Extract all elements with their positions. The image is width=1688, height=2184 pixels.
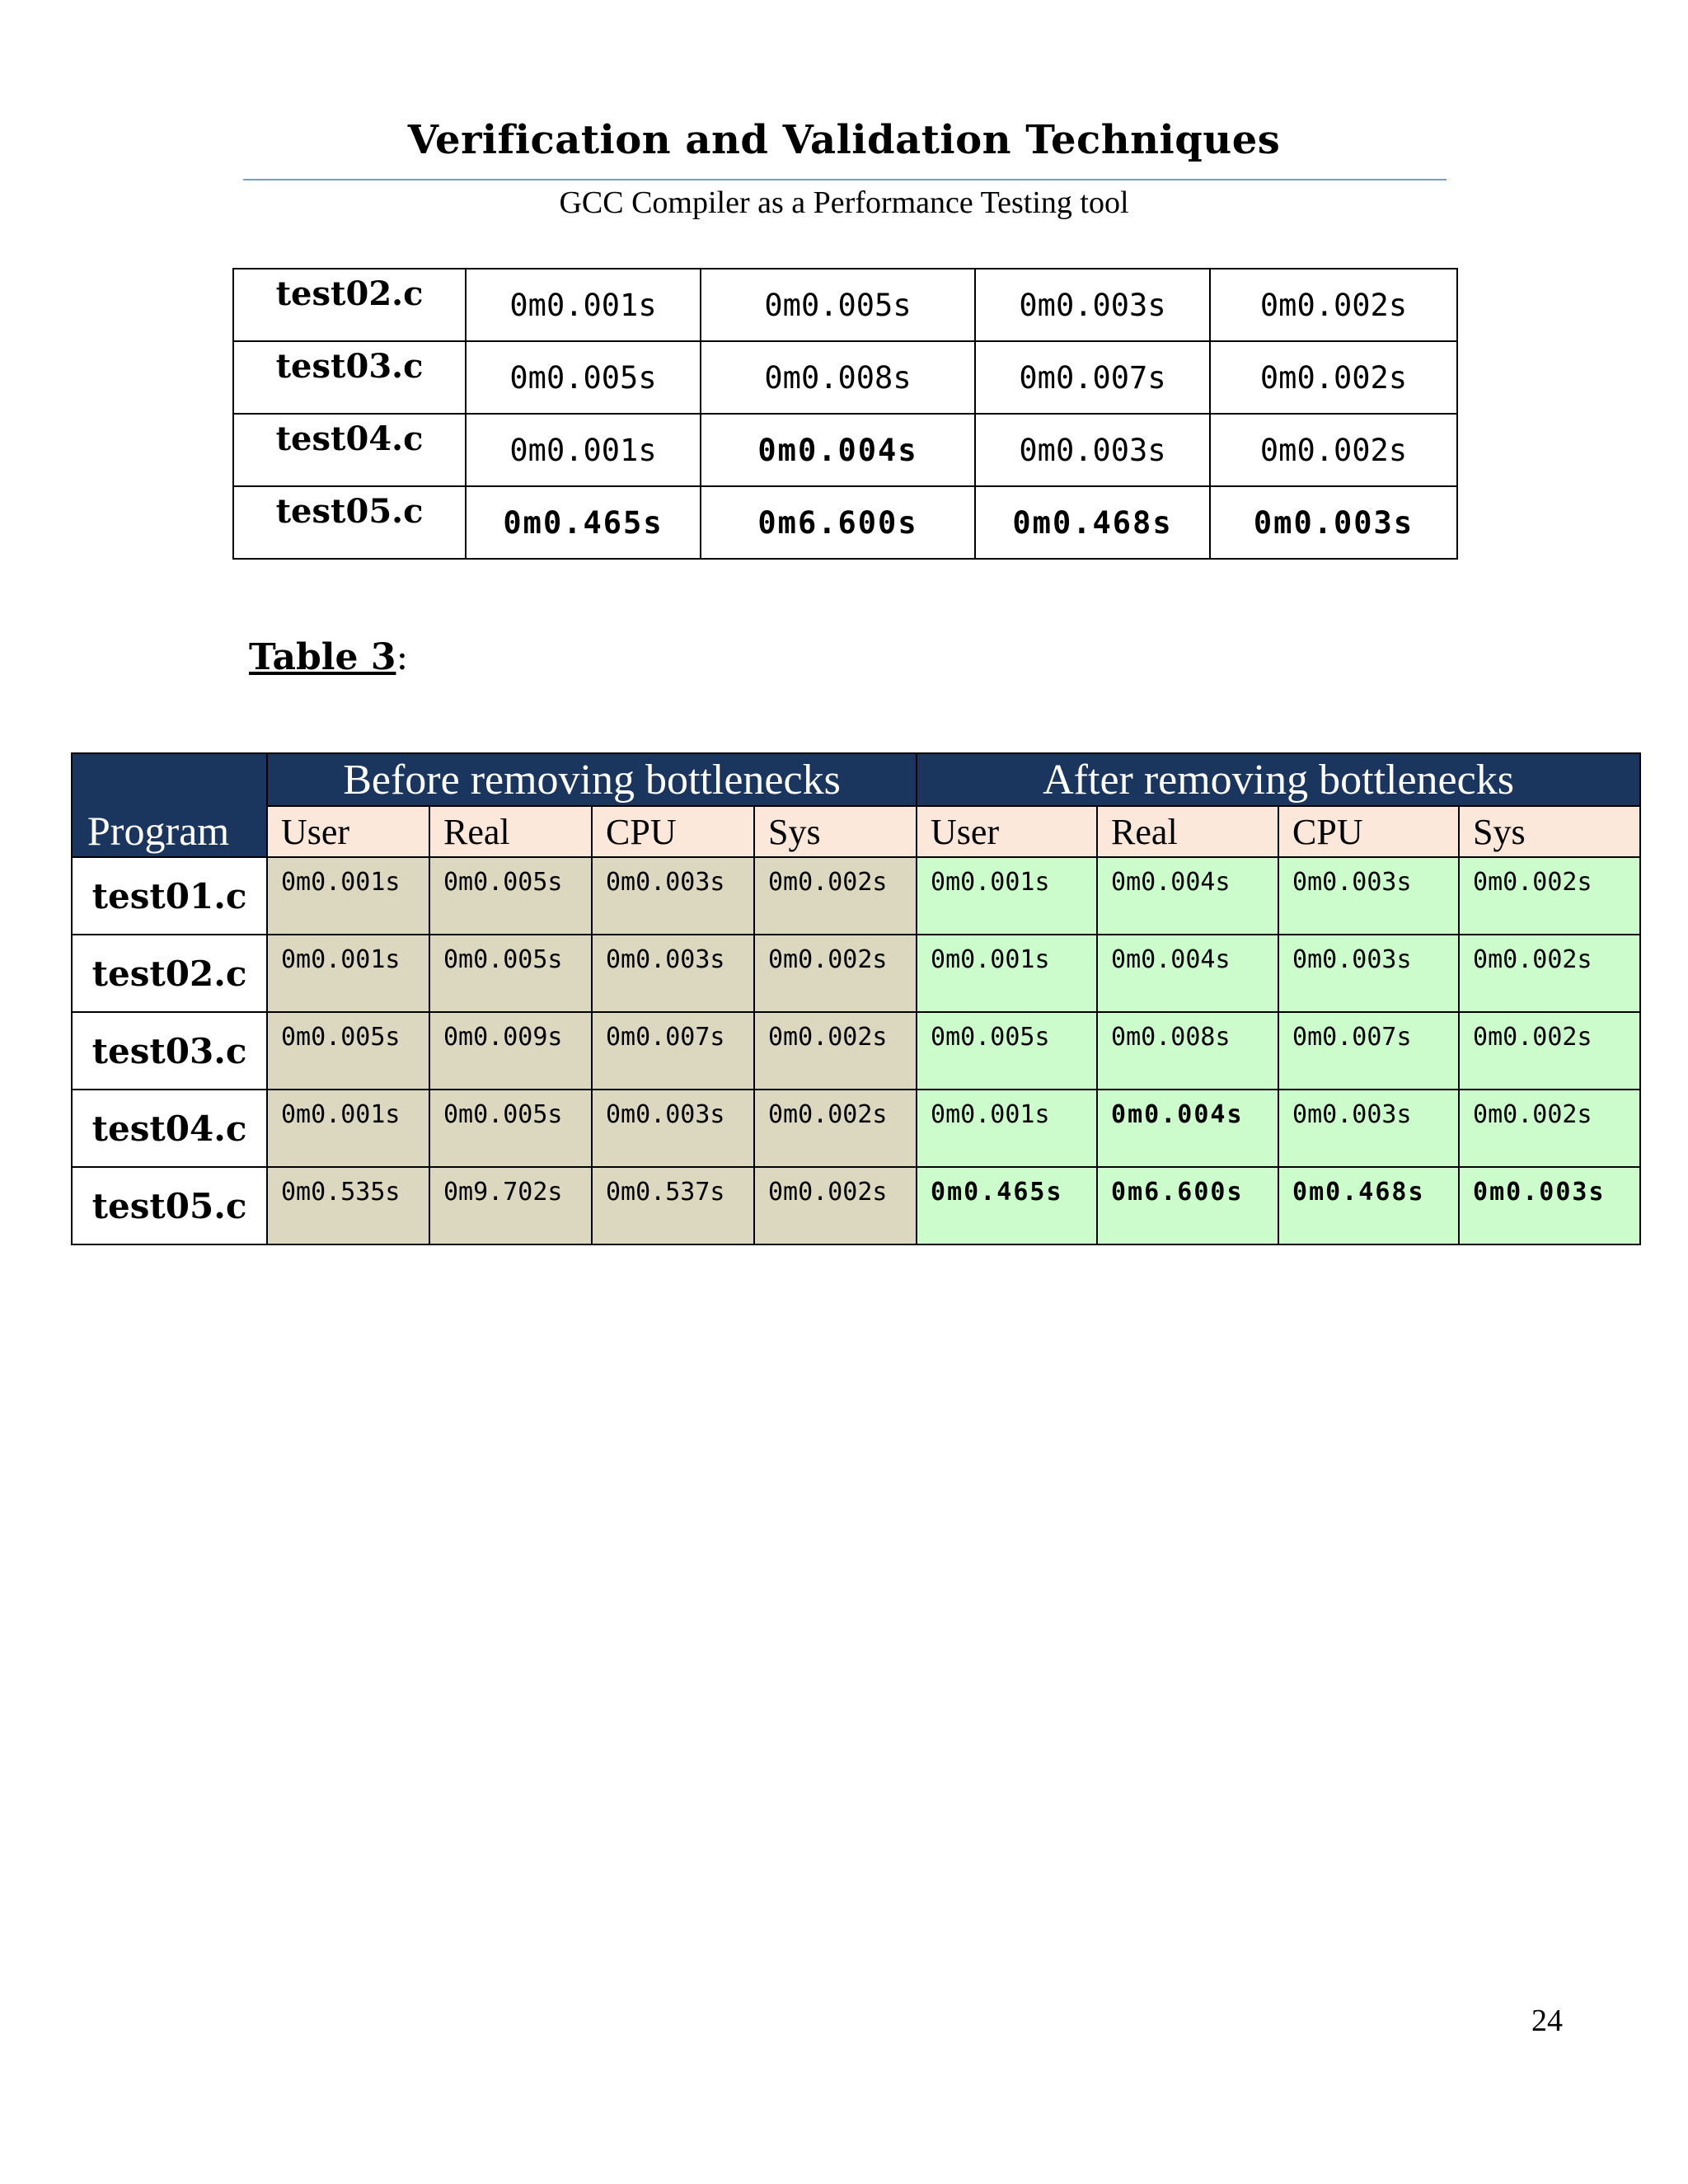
timing-cell: 0m0.002s xyxy=(1210,269,1457,341)
after-timing-cell: 0m0.004s xyxy=(1097,857,1278,935)
after-timing-cell: 0m0.003s xyxy=(1459,1167,1640,1244)
after-timing-cell: 0m0.008s xyxy=(1097,1012,1278,1090)
after-timing-cell: 0m0.002s xyxy=(1459,1012,1640,1090)
program-name-cell: test03.c xyxy=(72,1012,267,1090)
before-group-header: Before removing bottlenecks xyxy=(267,753,917,806)
table-row xyxy=(233,341,1457,414)
before-timing-cell: 0m0.009s xyxy=(429,1012,592,1090)
after-subheader-sys: Sys xyxy=(1459,806,1640,857)
after-timing-cell: 0m0.005s xyxy=(917,1012,1097,1090)
timing-cell: 0m0.007s xyxy=(975,341,1210,414)
after-timing-cell: 0m0.002s xyxy=(1459,935,1640,1012)
after-timing-cell: 0m0.003s xyxy=(1278,1090,1459,1167)
timing-cell: 0m0.468s xyxy=(975,486,1210,559)
before-timing-cell: 0m0.537s xyxy=(592,1167,754,1244)
program-name-cell: test01.c xyxy=(72,857,267,935)
after-timing-cell: 0m0.468s xyxy=(1278,1167,1459,1244)
before-subheader-cpu: CPU xyxy=(592,806,754,857)
timing-cell: 0m0.002s xyxy=(1210,414,1457,486)
table3-bottleneck-comparison xyxy=(71,752,1641,1245)
before-timing-cell: 0m0.002s xyxy=(754,1167,917,1244)
continued-table-body xyxy=(233,269,1457,559)
program-name-cell: test05.c xyxy=(233,486,466,559)
before-timing-cell: 0m0.005s xyxy=(429,1090,592,1167)
before-subheader-real: Real xyxy=(429,806,592,857)
after-subheader-user: User xyxy=(917,806,1097,857)
after-group-header: After removing bottlenecks xyxy=(917,753,1640,806)
after-timing-cell: 0m0.001s xyxy=(917,857,1097,935)
timing-cell: 0m0.005s xyxy=(466,341,701,414)
table-row xyxy=(72,1167,1640,1244)
after-timing-cell: 0m0.004s xyxy=(1097,1090,1278,1167)
page-title: Verification and Validation Techniques xyxy=(407,117,1281,163)
before-timing-cell: 0m0.005s xyxy=(429,857,592,935)
table-row xyxy=(72,935,1640,1012)
before-subheader-user: User xyxy=(267,806,429,857)
timing-cell: 0m0.003s xyxy=(975,414,1210,486)
program-name-cell: test02.c xyxy=(72,935,267,1012)
timing-cell: 0m0.001s xyxy=(466,414,701,486)
after-timing-cell: 0m0.003s xyxy=(1278,935,1459,1012)
timing-cell: 0m0.004s xyxy=(701,414,975,486)
before-timing-cell: 0m0.002s xyxy=(754,857,917,935)
before-timing-cell: 0m0.005s xyxy=(267,1012,429,1090)
program-name-cell: test04.c xyxy=(233,414,466,486)
table-row xyxy=(233,269,1457,341)
timing-cell: 0m0.008s xyxy=(701,341,975,414)
subheader-row xyxy=(72,806,1640,857)
table3-caption-label: Table 3 xyxy=(249,636,396,678)
table-row xyxy=(72,1012,1640,1090)
timing-cell: 0m0.465s xyxy=(466,486,701,559)
program-name-cell: test02.c xyxy=(233,269,466,341)
after-timing-cell: 0m6.600s xyxy=(1097,1167,1278,1244)
after-timing-cell: 0m0.002s xyxy=(1459,1090,1640,1167)
table-row xyxy=(233,486,1457,559)
before-timing-cell: 0m0.003s xyxy=(592,935,754,1012)
after-timing-cell: 0m0.001s xyxy=(917,1090,1097,1167)
table-row xyxy=(72,1090,1640,1167)
before-timing-cell: 0m0.002s xyxy=(754,1090,917,1167)
before-timing-cell: 0m0.001s xyxy=(267,935,429,1012)
program-column-header: Program xyxy=(72,753,267,857)
timing-cell: 0m0.003s xyxy=(1210,486,1457,559)
before-timing-cell: 0m0.002s xyxy=(754,1012,917,1090)
program-name-cell: test04.c xyxy=(72,1090,267,1167)
timing-cell: 0m0.003s xyxy=(975,269,1210,341)
table-row xyxy=(233,414,1457,486)
after-timing-cell: 0m0.001s xyxy=(917,935,1097,1012)
program-name-cell: test05.c xyxy=(72,1167,267,1244)
after-subheader-cpu: CPU xyxy=(1278,806,1459,857)
before-timing-cell: 0m0.003s xyxy=(592,857,754,935)
table-row xyxy=(72,857,1640,935)
before-timing-cell: 0m0.002s xyxy=(754,935,917,1012)
before-timing-cell: 0m0.535s xyxy=(267,1167,429,1244)
table3-caption-suffix: : xyxy=(396,636,409,678)
after-timing-cell: 0m0.465s xyxy=(917,1167,1097,1244)
page-subtitle: GCC Compiler as a Performance Testing tool xyxy=(559,185,1129,220)
before-subheader-sys: Sys xyxy=(754,806,917,857)
timing-cell: 0m6.600s xyxy=(701,486,975,559)
table3-caption xyxy=(249,636,408,678)
program-name-cell: test03.c xyxy=(233,341,466,414)
timing-cell: 0m0.001s xyxy=(466,269,701,341)
after-timing-cell: 0m0.002s xyxy=(1459,857,1640,935)
before-timing-cell: 0m9.702s xyxy=(429,1167,592,1244)
before-timing-cell: 0m0.005s xyxy=(429,935,592,1012)
before-timing-cell: 0m0.001s xyxy=(267,1090,429,1167)
continued-timing-table xyxy=(232,268,1458,560)
before-timing-cell: 0m0.003s xyxy=(592,1090,754,1167)
after-subheader-real: Real xyxy=(1097,806,1278,857)
timing-cell: 0m0.002s xyxy=(1210,341,1457,414)
before-timing-cell: 0m0.007s xyxy=(592,1012,754,1090)
timing-cell: 0m0.005s xyxy=(701,269,975,341)
page-number: 24 xyxy=(1531,2004,1563,2038)
before-timing-cell: 0m0.001s xyxy=(267,857,429,935)
after-timing-cell: 0m0.004s xyxy=(1097,935,1278,1012)
title-divider xyxy=(243,179,1447,180)
after-timing-cell: 0m0.007s xyxy=(1278,1012,1459,1090)
after-timing-cell: 0m0.003s xyxy=(1278,857,1459,935)
table3-body xyxy=(72,857,1640,1244)
